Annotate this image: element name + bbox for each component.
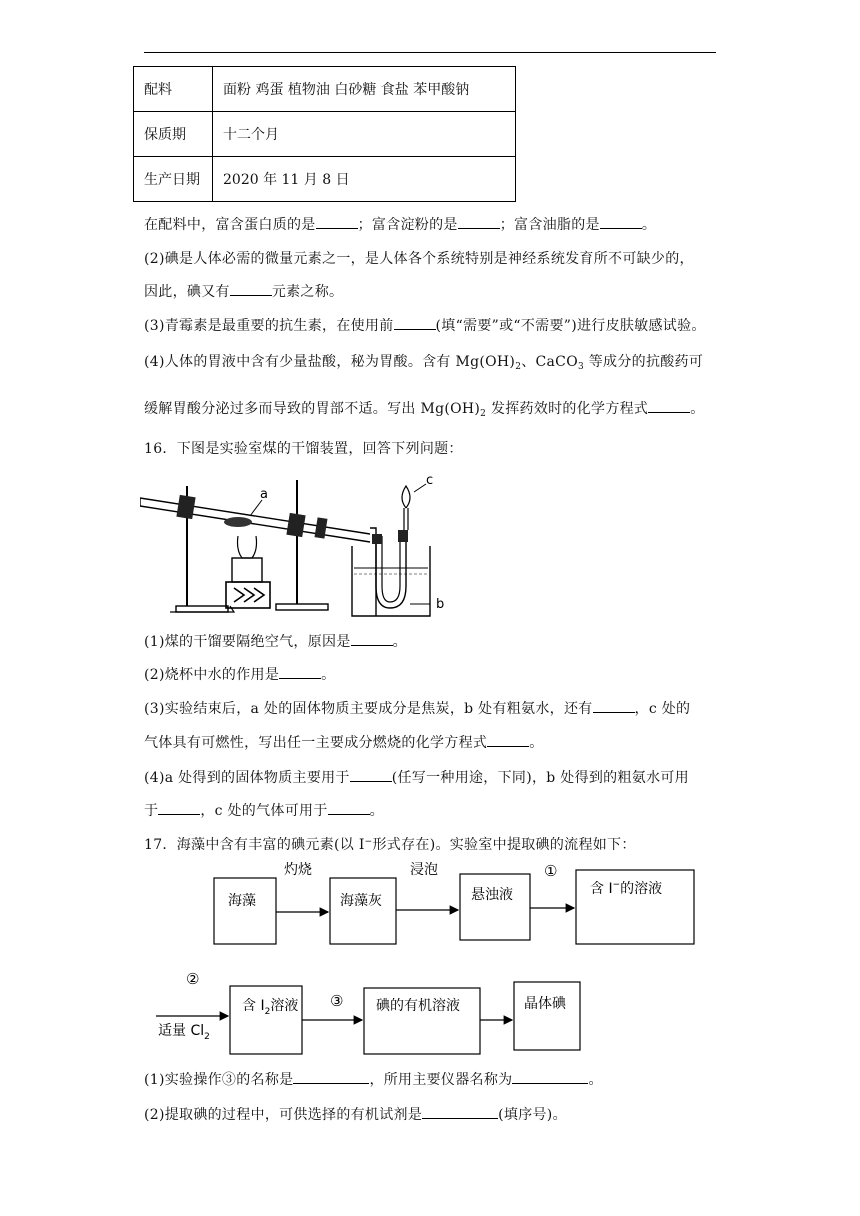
q16-part-4a [144,767,689,787]
reagent-label: 适量 $Cl_2$ [158,1023,210,1042]
text: 缓解胃酸分泌过多而导致的胃部不适。写出 Mg(OH) [144,401,481,417]
step-label-burn: 灼烧 [284,862,312,878]
label-b: b [436,597,445,612]
text: (4)a 处得到的固体物质主要用于 [144,770,350,786]
text: (3)青霉素是最重要的抗生素，在使用前 [144,318,394,334]
step-label-3: ③ [330,992,344,1010]
text: 17．海藻中含有丰富的碘元素(以 I [144,837,365,853]
flow-box-seaweed: 海藻 [228,893,256,909]
answer-blank[interactable] [230,283,272,296]
text: 。 [641,217,657,233]
subscript: 2 [480,409,487,419]
answer-blank[interactable] [158,802,200,815]
text: (2)烧杯中水的作用是 [144,667,280,683]
text: 气体具有可燃性，写出任一主要成分燃烧的化学方程式 [144,735,488,751]
text: (填“需要”或“不需要”)进行皮肤敏感试验。 [435,318,706,334]
text: ；富含淀粉的是 [357,217,458,233]
text: (填序号)。 [498,1107,567,1123]
answer-blank[interactable] [316,216,358,229]
answer-blank[interactable] [600,216,642,229]
step-label-2: ② [186,970,200,988]
answer-blank[interactable] [351,633,393,646]
q16-part-3b [144,732,544,752]
table-row [134,157,516,202]
answer-blank[interactable] [328,802,370,815]
answer-blank[interactable] [279,666,321,679]
text: 于 [144,803,159,819]
q17-part-2 [144,1104,567,1124]
text: 元素之称。 [271,284,344,300]
flow-box-iodide-solution: 含 I−的溶液 [590,880,663,897]
flow-box-organic-solution: 碘的有机溶液 [376,998,460,1014]
text: 。 [321,667,336,683]
text: 形式存在)。实验室中提取碘的流程如下： [372,837,636,853]
step-label-soak: 浸泡 [410,862,438,878]
q15-line-5 [144,351,703,372]
q16-part-2 [144,664,335,684]
table-cell-key: 生产日期 [134,157,213,202]
text: (1)实验操作③的名称是 [144,1072,294,1088]
answer-blank[interactable] [487,734,529,747]
answer-blank[interactable] [593,700,635,713]
header-rule [144,52,716,53]
text: (1)煤的干馏要隔绝空气，原因是 [144,634,351,650]
subscript: 3 [577,362,584,372]
text: 。 [588,1072,603,1088]
iodine-extraction-flowchart [150,858,710,1058]
answer-blank[interactable] [512,1071,588,1084]
text: 发挥药效时的化学方程式 [486,401,649,417]
table-row [134,67,516,112]
answer-blank[interactable] [648,400,690,413]
table-cell-value: 面粉 鸡蛋 植物油 白砂糖 食盐 苯甲酸钠 [213,67,516,112]
q16-part-1 [144,631,407,651]
table-row [134,112,516,157]
ingredient-table [133,66,516,202]
q15-line-1 [144,214,656,234]
text: 。 [369,803,384,819]
text: ，c 处的 [634,701,691,717]
q16-title: 16．下图是实验室煤的干馏装置，回答下列问题： [144,441,463,457]
table-cell-value: 十二个月 [213,112,516,157]
text: (3)实验结束后，a 处的固体物质主要成分是焦炭，b 处有粗氨水，还有 [144,701,593,717]
step-label-1: ① [544,862,558,880]
q15-line-4 [144,315,706,335]
text: ，所用主要仪器名称为 [369,1072,513,1088]
flow-box-ash: 海藻灰 [340,893,382,909]
table-cell-key: 保质期 [134,112,213,157]
label-a: a [260,487,268,502]
coal-distillation-apparatus [140,476,470,622]
flow-box-crystal-iodine: 晶体碘 [524,996,566,1012]
text: 。 [690,401,705,417]
text: 因此，碘又有 [144,284,230,300]
q16-part-3a [144,698,690,718]
flow-box-iodine-solution: 含 $I_2$溶液 [242,998,299,1017]
text: ；富含油脂的是 [499,217,600,233]
answer-blank[interactable] [350,769,392,782]
q15-line-2: (2)碘是人体必需的微量元素之一，是人体各个系统特别是神经系统发育所不可缺少的， [144,251,694,267]
text: 、CaCO [521,354,578,370]
text: ，c 处的气体可用于 [200,803,328,819]
q16-part-4b [144,800,384,820]
answer-blank[interactable] [458,216,500,229]
text: 在配料中，富含蛋白质的是 [144,217,316,233]
subscript: 2 [515,362,522,372]
text: (任写一种用途，下同)，b 处得到的粗氨水可用 [391,770,689,786]
answer-blank[interactable] [293,1071,369,1084]
label-c: c [426,476,434,488]
superscript: − [364,837,373,847]
text: 。 [392,634,407,650]
table-cell-value: 2020 年 11 月 8 日 [213,157,516,202]
text: 。 [529,735,544,751]
answer-blank[interactable] [422,1106,498,1119]
q15-line-6 [144,398,705,419]
q15-line-3 [144,281,343,301]
text: (4)人体的胃液中含有少量盐酸，秘为胃酸。含有 Mg(OH) [144,354,516,370]
answer-blank[interactable] [394,317,436,330]
table-cell-key: 配料 [134,67,213,112]
text: 等成分的抗酸药可 [584,354,704,370]
q17-part-1 [144,1069,603,1089]
q17-title [144,834,636,854]
text: (2)提取碘的过程中，可供选择的有机试剂是 [144,1107,423,1123]
flow-box-suspension: 悬浊液 [471,887,513,903]
